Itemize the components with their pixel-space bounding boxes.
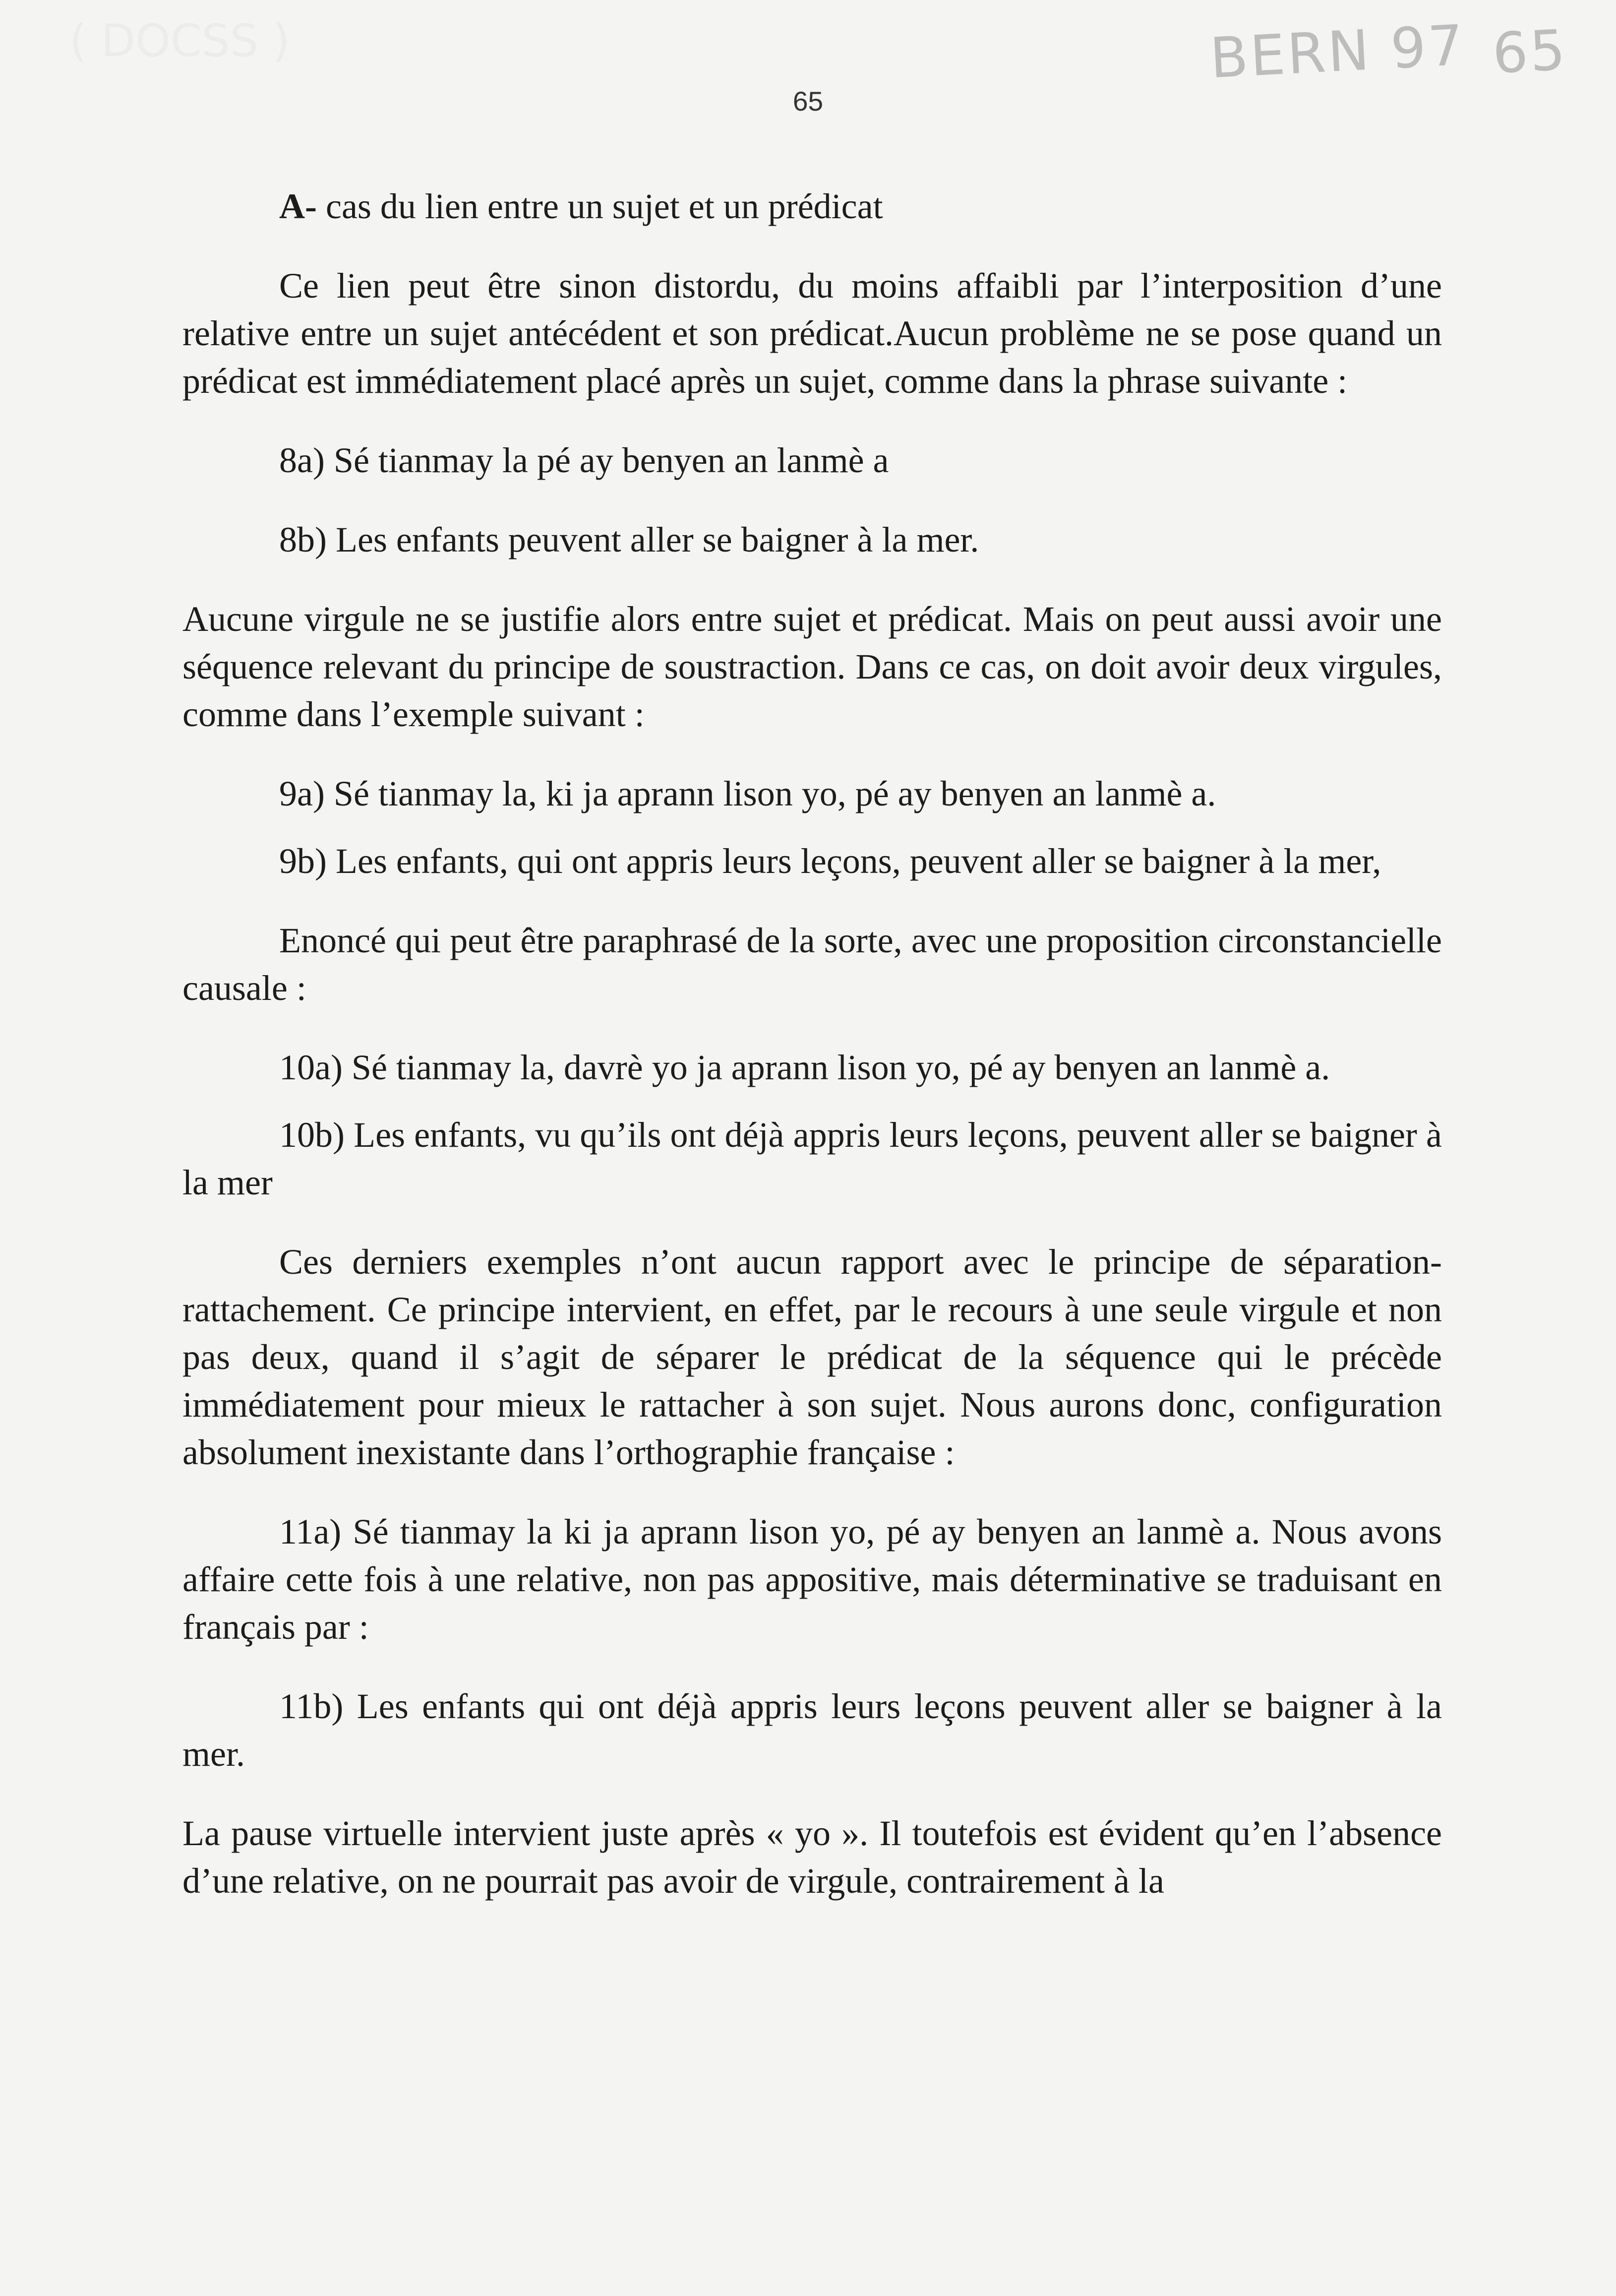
paragraph-1: Ce lien peut être sinon distordu, du moins affaibli par l’interposition d’une relative entre un sujet antécédent et son prédicat.Aucun problème ne se pose quand un prédicat est immédiatement placé après un sujet, comme dans la phrase suivante : [182, 266, 1442, 401]
page-number: 65 [792, 86, 824, 117]
section-heading-text: cas du lien entre un sujet et un prédicat [316, 186, 883, 226]
example-10b: 10b) Les enfants, vu qu’ils ont déjà appris leurs leçons, peuvent aller se baigner à la mer [182, 1115, 1442, 1202]
handwritten-page-number: 65 [1491, 18, 1569, 86]
section-heading [182, 183, 1442, 230]
paragraph-5: La pause virtuelle intervient juste après « yo ». Il toutefois est évident qu’en l’absence d’une relative, on ne pourrait pas avoir de virgule, contrairement à la [182, 1813, 1442, 1901]
example-10a: 10a) Sé tianmay la, davrè yo ja aprann lison yo, pé ay benyen an lanmè a. [279, 1048, 1330, 1087]
example-11b: 11b) Les enfants qui ont déjà appris leurs leçons peuvent aller se baigner à la mer. [182, 1686, 1442, 1774]
faint-stamp-mark: ( DOCSS ) [69, 15, 290, 67]
example-9a: 9a) Sé tianmay la, ki ja aprann lison yo, pé ay benyen an lanmè a. [279, 774, 1216, 813]
paragraph-4: Ces derniers exemples n’ont aucun rapport avec le principe de séparation-rattachement. Ce principe intervient, en effet, par le recours à une seule virgule et non pas deux, quand il s’agit de séparer le prédicat de la séquence qui le précède immédiatement pour mieux le rattacher à son sujet. Nous aurons donc, configuration absolument inexistante dans l’orthographie française : [182, 1242, 1442, 1472]
handwritten-reference: BERN 97 [1208, 13, 1467, 91]
example-9b: 9b) Les enfants, qui ont appris leurs leçons, peuvent aller se baigner à la mer, [279, 841, 1381, 881]
section-marker: A- [279, 186, 317, 226]
page-body [182, 183, 1442, 1905]
paragraph-3: Enoncé qui peut être paraphrasé de la sorte, avec une proposition circonstancielle causale : [182, 921, 1442, 1008]
example-11a: 11a) Sé tianmay la ki ja aprann lison yo, pé ay benyen an lanmè a. Nous avons affaire cette fois à une relative, non pas appositive, mais déterminative se traduisant en français par : [182, 1512, 1442, 1647]
example-8b: 8b) Les enfants peuvent aller se baigner à la mer. [279, 520, 979, 559]
paragraph-2: Aucune virgule ne se justifie alors entre sujet et prédicat. Mais on peut aussi avoir une séquence relevant du principe de soustraction. Dans ce cas, on doit avoir deux virgules, comme dans l’exemple suivant : [182, 599, 1442, 734]
example-8a: 8a) Sé tianmay la pé ay benyen an lanmè a [279, 440, 889, 480]
